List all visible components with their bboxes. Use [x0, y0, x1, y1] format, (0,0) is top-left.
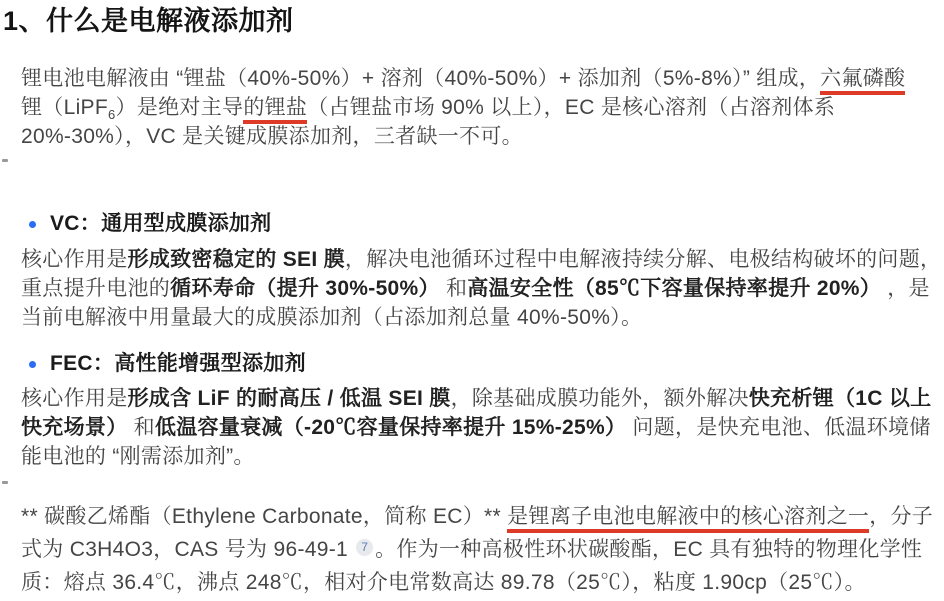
citation-badge[interactable]: 7 — [356, 539, 373, 556]
text-segment: 重点提升电池的 — [21, 277, 171, 300]
bullet-heading-fec: FEC：高性能增强型添加剂 — [50, 352, 306, 375]
bold-text: 循环寿命（提升 30%-50%） — [170, 277, 440, 300]
text-line — [21, 384, 935, 413]
text-segment: 式为 C3H4O3，CAS 号为 96-49-1 — [21, 538, 355, 561]
text-line — [21, 303, 935, 332]
red-underlined-text: 的锂盐 — [243, 96, 307, 124]
text-segment: ，是 — [881, 277, 930, 300]
text-line — [21, 122, 935, 151]
bold-text: 形成致密稳定的 SEI 膜 — [127, 248, 345, 271]
bullet-dot-icon — [29, 221, 36, 228]
text-line — [21, 500, 935, 533]
text-line — [21, 93, 935, 122]
text-segment: 能电池的 “刚需添加剂”。 — [21, 445, 255, 468]
bold-text: 快充析锂（1C 以上 — [748, 387, 932, 410]
text-segment: 和 — [127, 416, 155, 439]
text-segment: 当前电解液中用量最大的成膜添加剂（占添加剂总量 40%-50%）。 — [21, 306, 643, 329]
intro-paragraph — [21, 64, 935, 151]
article-title: 1、什么是电解液添加剂 — [3, 6, 294, 36]
text-line — [21, 533, 935, 566]
text-line — [21, 274, 935, 303]
bold-text: 低温容量衰减（-20℃容量保持率提升 15%-25%） — [154, 416, 627, 439]
text-line — [21, 64, 935, 93]
bold-text: 高温安全性（85℃下容量保持率提升 20%） — [467, 277, 882, 300]
fec-paragraph — [21, 384, 935, 471]
text-line — [21, 566, 935, 599]
bold-text: 快充场景） — [21, 416, 128, 439]
text-segment: 问题，是快充电池、低温环境储 — [626, 416, 931, 439]
text-line — [21, 413, 935, 442]
margin-dash-top — [2, 159, 8, 162]
vc-paragraph — [21, 245, 942, 332]
text-line — [21, 245, 942, 274]
text-segment: ，解决电池循环过程中电解液持续分解、电极结构破坏的问题， — [344, 248, 942, 271]
text-segment: ）是绝对主导 — [115, 96, 244, 119]
red-underlined-text: 是锂离子电池电解液中的核心溶剂之一 — [507, 505, 869, 533]
text-segment: 质：熔点 36.4℃，沸点 248℃，相对介电常数高达 89.78（25℃），粘度 1.90cp（25℃）。 — [21, 571, 866, 594]
text-segment: 核心作用是 — [21, 248, 128, 271]
bullet-item-vc — [21, 209, 271, 238]
margin-dash-bottom — [2, 481, 8, 484]
bullet-item-fec — [21, 349, 306, 378]
ec-note-paragraph — [21, 500, 935, 599]
text-segment: ，分子 — [869, 505, 934, 528]
text-segment: ** 碳酸乙烯酯（Ethylene Carbonate，简称 EC）** — [21, 505, 508, 528]
text-segment: 锂（LiPF — [21, 96, 108, 119]
text-segment: 和 — [439, 277, 468, 300]
text-segment: ，除基础成膜功能外，额外解决 — [450, 387, 749, 410]
text-segment: 20%-30%），VC 是关键成膜添加剂，三者缺一不可。 — [21, 125, 523, 148]
text-segment: 。作为一种高极性环状碳酸酯，EC 具有独特的物理化学性 — [375, 538, 923, 561]
red-underlined-text: 六氟磷酸 — [820, 67, 905, 95]
bullet-heading-vc: VC：通用型成膜添加剂 — [50, 212, 272, 235]
text-segment: 核心作用是 — [21, 387, 128, 410]
bullet-dot-icon — [29, 361, 36, 368]
subscript-text: 6 — [107, 107, 116, 123]
bold-text: 形成含 LiF 的耐高压 / 低温 SEI 膜 — [127, 387, 451, 410]
text-segment: 锂电池电解液由 “锂盐（40%-50%）+ 溶剂（40%-50%）+ 添加剂（5%-8%）” 组成， — [21, 67, 821, 90]
text-line — [21, 442, 935, 471]
text-segment: （占锂盐市场 90% 以上），EC 是核心溶剂（占溶剂体系 — [307, 96, 836, 119]
